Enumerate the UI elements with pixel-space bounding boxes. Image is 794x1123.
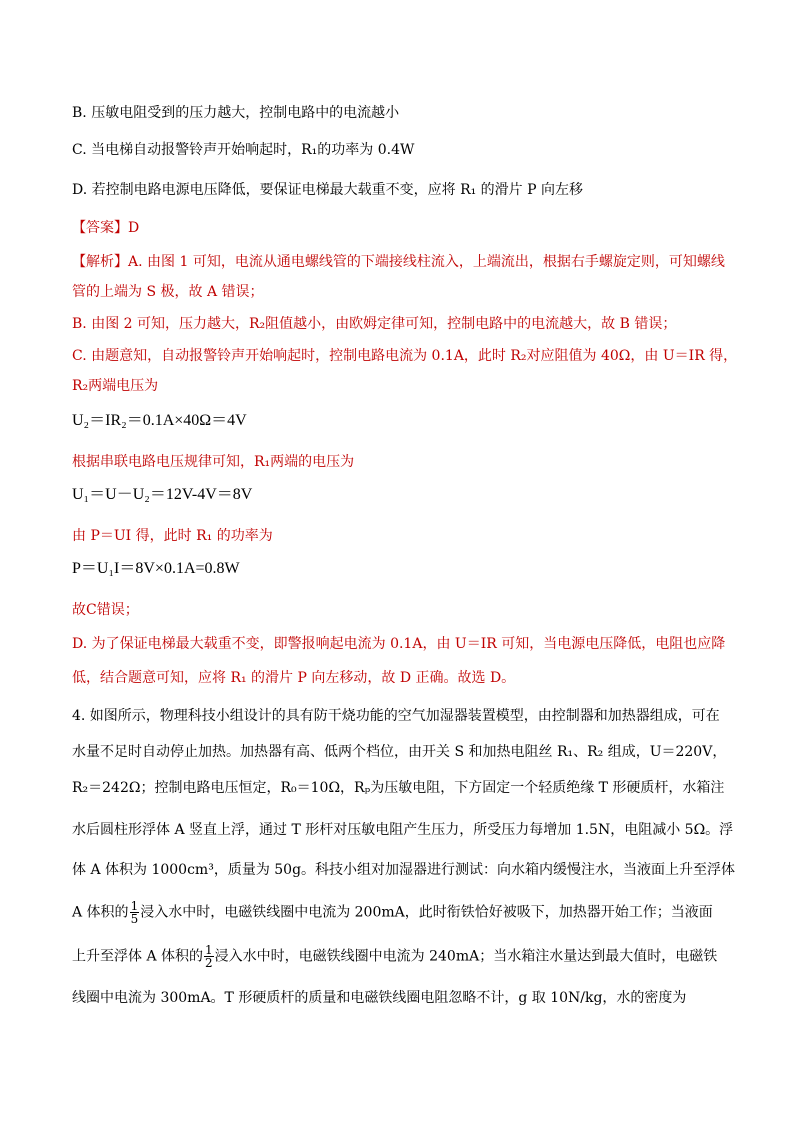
question4-line6: [72, 900, 734, 925]
question4-line5: 体 A 体积为 1000cm³，质量为 50g。科技小组对加湿器进行测试：向水箱内缓慢注水，当液面上升至浮体: [72, 862, 736, 878]
question4-line3: R₂＝242Ω；控制电路电压恒定，R₀＝10Ω，Rₚ为压敏电阻，下方固定一个轻质绝缘 T 形硬质杆，水箱注: [72, 780, 725, 796]
analysis-label: 【解析】: [72, 254, 128, 270]
equation-u2: U₂＝IR₂＝0.1A×40Ω＝4V: [72, 412, 247, 429]
question4-line7: [72, 944, 734, 969]
equation-u1: U₁＝U－U₂＝12V-4V＝8V: [72, 486, 253, 503]
analysis-a-line2: 管的上端为 S 极，故 A 错误；: [72, 284, 264, 300]
question4-line7-suffix: 浸入水中时，电磁铁线圈中电流为 240mA；当水箱注水量达到最大值时，电磁铁: [214, 948, 718, 965]
answer-line: [72, 218, 734, 238]
question4-line6-suffix: 浸入水中时，电磁铁线圈中电流为 200mA，此时衔铁恰好被吸下，加热器开始工作；当液面: [140, 904, 713, 921]
option-c: C. 当电梯自动报警铃声开始响起时，R₁的功率为 0.4W: [72, 142, 415, 158]
question4-line8: 线圈中电流为 300mA。T 形硬质杆的质量和电磁铁线圈电阻忽略不计，g 取 10N/kg，水的密度为: [72, 990, 687, 1006]
analysis-c-conclusion: 故C错误；: [72, 602, 139, 618]
question4-line4: 水后圆柱形浮体 A 竖直上浮，通过 T 形杆对压敏电阻产生压力，所受压力每增加 1.5N，电阻减小 5Ω。浮: [72, 822, 734, 838]
analysis-a-text1: A. 由图 1 可知，电流从通电螺线管的下端接线柱流入，上端流出，根据右手螺旋定则，可知螺线: [128, 254, 725, 270]
analysis-c-line2: R₂两端电压为: [72, 378, 159, 394]
analysis-b-line: B. 由图 2 可知，压力越大，R₂阻值越小，由欧姆定律可知，控制电路中的电流越大，故 B 错误；: [72, 316, 677, 332]
analysis-c-line4: 由 P＝UI 得，此时 R₁ 的功率为: [72, 528, 273, 544]
analysis-c-line3: 根据串联电路电压规律可知，R₁两端的电压为: [72, 454, 355, 470]
analysis-a-line1: [72, 252, 734, 272]
analysis-c-line1: C. 由题意知，自动报警铃声开始响起时，控制电路电流为 0.1A，此时 R₂对应阻值为 40Ω，由 U＝IR 得，: [72, 348, 738, 364]
analysis-d-line1: D. 为了保证电梯最大载重不变，即警报响起电流为 0.1A，由 U＝IR 可知，当电源电压降低，电阻也应降: [72, 636, 726, 652]
question4-line6-prefix: A 体积的: [72, 904, 129, 921]
question4-line7-prefix: 上升至浮体 A 体积的: [72, 948, 204, 965]
fraction-one-half: $\frac{1}{2}$: [205, 943, 213, 970]
question4-line1: 4. 如图所示，物理科技小组设计的具有防干烧功能的空气加湿器装置模型，由控制器和加热器组成，可在: [72, 708, 720, 724]
analysis-d-line2: 低，结合题意可知，应将 R₁ 的滑片 P 向左移动，故 D 正确。故选 D。: [72, 670, 516, 686]
fraction-one-fifth: $\frac{1}{5}$: [130, 899, 139, 926]
answer-label: 【答案】: [72, 220, 128, 236]
option-d: D. 若控制电路电源电压降低，要保证电梯最大载重不变，应将 R₁ 的滑片 P 向左移: [72, 182, 583, 198]
answer-value: D: [128, 220, 140, 236]
option-b: B. 压敏电阻受到的压力越大，控制电路中的电流越小: [72, 105, 400, 121]
equation-power: P＝U₁I＝8V×0.1A=0.8W: [72, 560, 240, 577]
question4-line2: 水量不足时自动停止加热。加热器有高、低两个档位，由开关 S 和加热电阻丝 R₁、R₂ 组成，U＝220V，: [72, 744, 727, 760]
